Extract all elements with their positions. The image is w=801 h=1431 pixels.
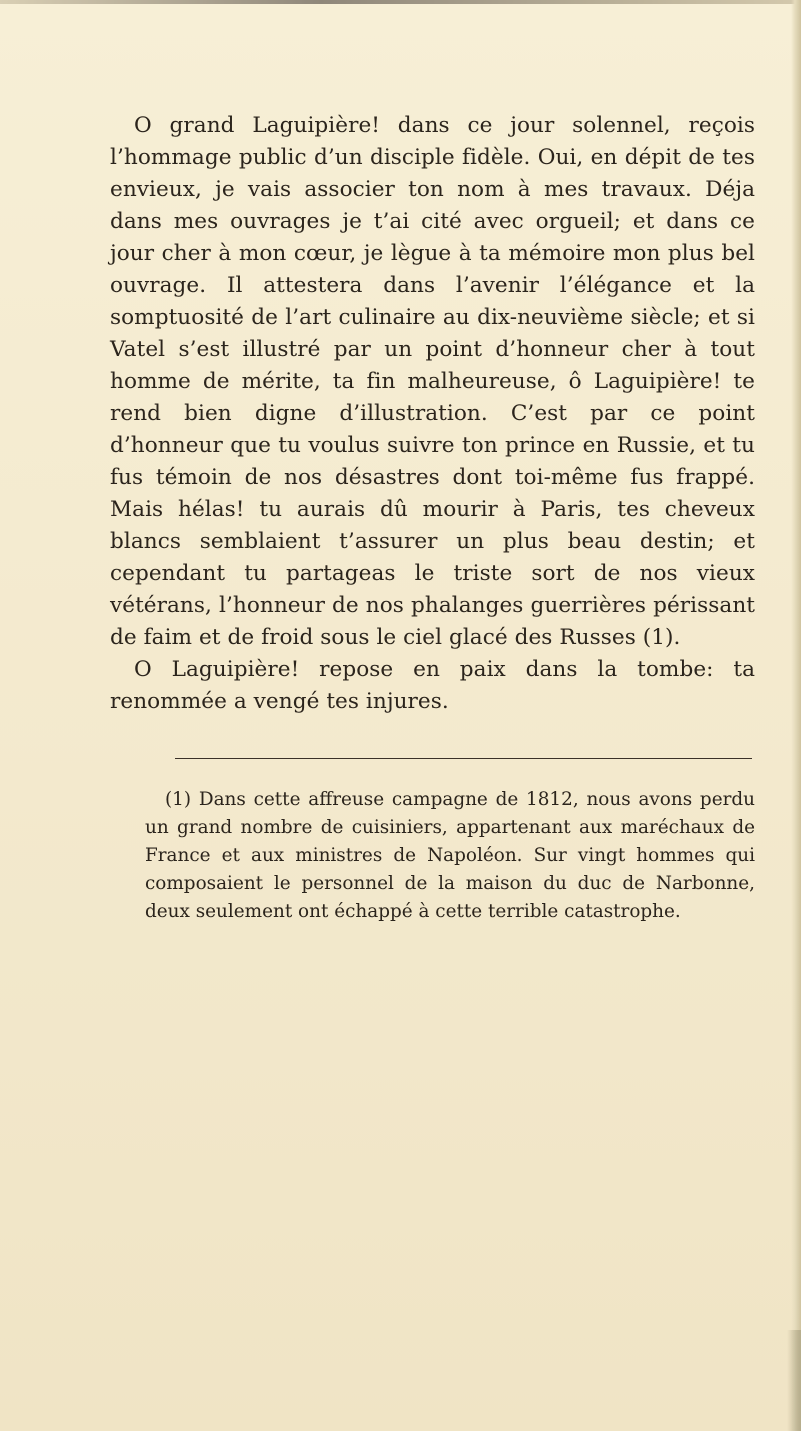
page-corner-shadow <box>787 1330 801 1431</box>
page-top-edge <box>0 0 801 4</box>
footnote <box>145 786 755 926</box>
paragraph-farewell: O Laguipière! repose en paix dans la tombe: ta renommée a vengé tes injures. <box>110 657 755 714</box>
main-text <box>110 110 755 718</box>
footnote-divider <box>175 758 752 759</box>
page-right-edge <box>791 0 801 1431</box>
footnote-text: (1) Dans cette affreuse campagne de 1812, nous avons perdu un grand nombre de cuisiniers, appartenant aux maréchaux de France et aux ministres de Napoléon. Sur vingt hommes qui composaient le personnel de la maison du duc de Narbonne, deux seulement ont échappé à cette terrible catastrophe. <box>145 789 755 922</box>
paragraph-homage: O grand Laguipière! dans ce jour solennel, reçois l’hommage public d’un disciple fidèle. Oui, en dépit de tes envieux, je vais associer ton nom à mes travaux. Déja dans mes ouvrages je t’ai cité avec orgueil; et dans ce jour cher à mon cœur, je lègue à ta mémoire mon plus bel ouvrage. Il attestera dans l’avenir l’élégance et la somptuosité de l’art culinaire au dix-neuvième siècle; et si Vatel s’est illustré par un point d’honneur cher à tout homme de mérite, ta fin malheureuse, ô Laguipière! te rend bien digne d’illustration. C’est par ce point d’honneur que tu voulus suivre ton prince en Russie, et tu fus témoin de nos désastres dont toi-même fus frappé. Mais hélas! tu aurais dû mourir à Paris, tes cheveux blancs semblaient t’assurer un plus beau destin; et cependant tu partageas le triste sort de nos vieux vétérans, l’honneur de nos phalanges guerrières périssant de faim et de froid sous le ciel glacé des Russes (1). <box>110 113 755 650</box>
